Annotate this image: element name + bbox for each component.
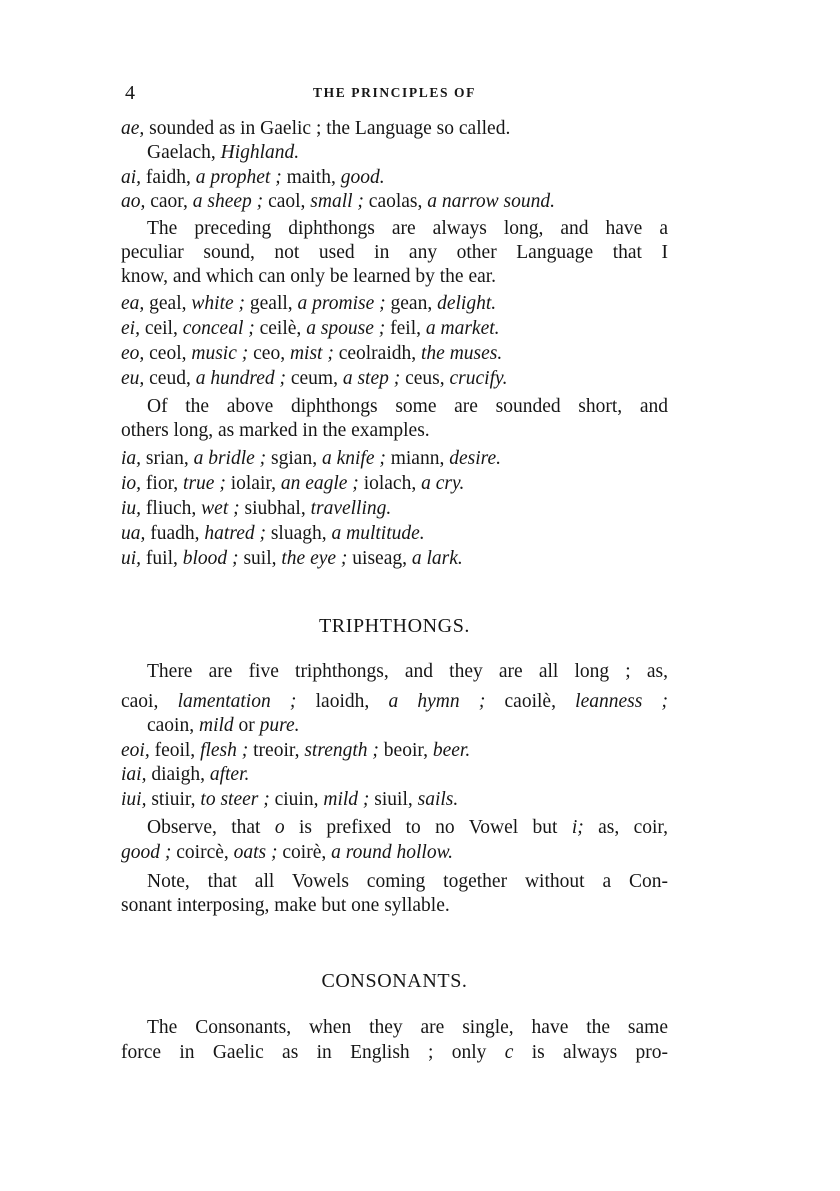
- entry-iai: iai, diaigh, after.: [121, 764, 250, 785]
- entry-ei: ei, ceil, conceal ; ceilè, a spouse ; feil, a market.: [121, 318, 500, 339]
- entry-io: io, fior, true ; iolair, an eagle ; iolach, a cry.: [121, 473, 465, 494]
- paragraph-line: force in Gaelic as in English ; only c is always pro-: [121, 1042, 668, 1063]
- paragraph-line: know, and which can only be learned by the ear.: [121, 266, 497, 287]
- observe-examples: good ; coircè, oats ; coirè, a round hollow.: [121, 842, 454, 863]
- paragraph-line: others long, as marked in the examples.: [121, 420, 430, 441]
- entry-ui: ui, fuil, blood ; suil, the eye ; uiseag, a lark.: [121, 548, 463, 569]
- entry-caoi: caoi, lamentation ; laoidh, a hymn ; caoilè, leanness ;: [121, 691, 669, 712]
- paragraph-line: sonant interposing, make but one syllable.: [121, 895, 450, 916]
- entry-ea: ea, geal, white ; geall, a promise ; gean, delight.: [121, 293, 497, 314]
- section-heading-consonants: CONSONANTS.: [321, 970, 468, 992]
- entry-ia: ia, srian, a bridle ; sgian, a knife ; miann, desire.: [121, 448, 502, 469]
- observe-line: Observe, that o is prefixed to no Vowel but i; as, coir,: [147, 817, 668, 838]
- paragraph-line: Note, that all Vowels coming together without a Con-: [147, 871, 668, 892]
- running-head: THE PRINCIPLES OF: [313, 85, 476, 100]
- entry-ua: ua, fuadh, hatred ; sluagh, a multitude.: [121, 523, 425, 544]
- entry-iui: iui, stiuir, to steer ; ciuin, mild ; siuil, sails.: [121, 789, 459, 810]
- section-heading-triphthongs: TRIPHTHONGS.: [318, 615, 471, 637]
- paragraph-line: The Consonants, when they are single, have the same: [147, 1017, 668, 1038]
- page-header: [121, 82, 668, 108]
- entry-ao: ao, caor, a sheep ; caol, small ; caolas, a narrow sound.: [121, 191, 555, 212]
- paragraph-line: The preceding diphthongs are always long, and have a: [147, 218, 668, 239]
- entry-ae: ae, sounded as in Gaelic ; the Language so called.: [121, 118, 511, 139]
- entry-ai: ai, faidh, a prophet ; maith, good.: [121, 167, 385, 188]
- entry-eo: eo, ceol, music ; ceo, mist ; ceolraidh, the muses.: [121, 343, 503, 364]
- entry-eoi: eoi, feoil, flesh ; treoir, strength ; beoir, beer.: [121, 740, 471, 761]
- paragraph-line: peculiar sound, not used in any other Language that I: [121, 242, 668, 263]
- paragraph-line: Of the above diphthongs some are sounded short, and: [147, 396, 668, 417]
- entry-caoin: caoin, mild or pure.: [147, 715, 300, 736]
- entry-ae-example: Gaelach, Highland.: [147, 142, 300, 163]
- entry-eu: eu, ceud, a hundred ; ceum, a step ; ceus, crucify.: [121, 368, 508, 389]
- paragraph-line: There are five triphthongs, and they are all long ; as,: [147, 661, 668, 682]
- entry-iu: iu, fliuch, wet ; siubhal, travelling.: [121, 498, 392, 519]
- page-number: 4: [125, 82, 135, 104]
